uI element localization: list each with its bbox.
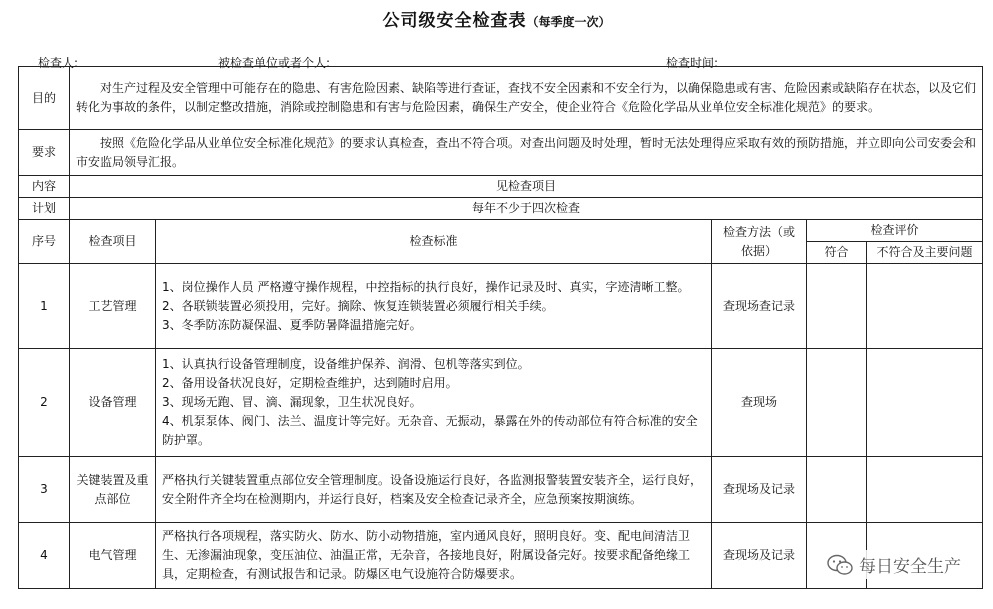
title-subtitle: （每季度一次） — [526, 15, 611, 29]
requirement-row — [19, 130, 983, 176]
row-nonconform-cell[interactable] — [867, 457, 983, 523]
row-standard — [156, 457, 712, 523]
purpose-row — [19, 67, 983, 130]
row-seq: 2 — [19, 349, 70, 457]
standard-line: 3、现场无跑、冒、滴、漏现象，卫生状况良好。 — [162, 395, 422, 409]
requirement-text: 按照《危险化学品从业单位安全标准化规范》的要求认真检查，查出不符合项。对查出问题及时处理，暂时无法处理得应采取有效的预防措施，并立即向公司安委会和市安监局领导汇报。 — [70, 130, 983, 176]
table-row — [19, 264, 983, 349]
plan-row — [19, 198, 983, 220]
row-item: 工艺管理 — [70, 264, 156, 349]
purpose-label: 目的 — [19, 67, 70, 130]
row-conform-cell[interactable] — [807, 264, 867, 349]
row-method: 查现场及记录 — [712, 523, 807, 589]
content-value: 见检查项目 — [70, 176, 983, 198]
row-conform-cell[interactable] — [807, 457, 867, 523]
header-item: 检查项目 — [70, 220, 156, 264]
content-label: 内容 — [19, 176, 70, 198]
row-standard — [156, 523, 712, 589]
row-item: 设备管理 — [70, 349, 156, 457]
standard-line: 严格执行各项规程，落实防火、防水、防小动物措施，室内通风良好，照明良好。变、配电间清洁卫生、无渗漏油现象，变压油位、油温正常，无杂音，各接地良好，附属设备完好。按要求配备绝缘工具，定期检查，有测试报告和记录。防爆区电气设施符合防爆要求。 — [162, 529, 691, 581]
row-nonconform-cell[interactable] — [867, 264, 983, 349]
row-method: 查现场 — [712, 349, 807, 457]
standard-line: 2、备用设备状况良好，定期检查维护，达到随时启用。 — [162, 376, 458, 390]
standard-line: 1、认真执行设备管理制度，设备维护保养、润滑、包机等落实到位。 — [162, 357, 530, 371]
row-nonconform-cell[interactable] — [867, 349, 983, 457]
header-conform: 符合 — [807, 242, 867, 264]
standard-line: 严格执行关键装置重点部位安全管理制度。设备设施运行良好，各监测报警装置安装齐全，运行良好，安全附件齐全均在检测期内，并运行良好，档案及安全检查记录齐全，应急预案按期演练。 — [162, 472, 703, 506]
standard-line: 3、冬季防冻防凝保温、夏季防暑降温措施完好。 — [162, 317, 422, 332]
wechat-icon — [827, 554, 853, 576]
row-item: 电气管理 — [70, 523, 156, 589]
row-seq: 4 — [19, 523, 70, 589]
row-standard — [156, 349, 712, 457]
row-method: 查现场查记录 — [712, 264, 807, 349]
header-eval: 检查评价 — [807, 220, 983, 242]
watermark-text: 每日安全生产 — [859, 557, 961, 577]
header-standard: 检查标准 — [156, 220, 712, 264]
standard-line: 4、机泵泵体、阀门、法兰、温度计等完好。无杂音、无振动，暴露在外的传动部位有符合标准的安全防护罩。 — [162, 414, 698, 447]
table-row — [19, 349, 983, 457]
row-conform-cell[interactable] — [807, 349, 867, 457]
inspect-time-label: 检查时间: — [666, 56, 719, 70]
requirement-label: 要求 — [19, 130, 70, 176]
content-row — [19, 176, 983, 198]
purpose-text: 对生产过程及安全管理中可能存在的隐患、有害危险因素、缺陷等进行查证，查找不安全因素和不安全行为，以确保隐患或有害、危险因素或缺陷存在状态，以及它们转化为事故的条件，以制定整改措施，消除或控制隐患和有害与危险因素，确保生产安全，使企业符合《危险化学品从业单位安全标准化规范》的要求。 — [70, 67, 983, 130]
standard-line: 2、各联锁装置必须投用，完好。摘除、恢复连锁装置必须履行相关手续。 — [162, 298, 554, 313]
watermark — [823, 550, 965, 579]
header-method: 检查方法（或依据） — [712, 220, 807, 264]
row-seq: 1 — [19, 264, 70, 349]
header-row — [19, 220, 983, 242]
title-main: 公司级安全检查表 — [382, 11, 527, 31]
header-seq: 序号 — [19, 220, 70, 264]
row-seq: 3 — [19, 457, 70, 523]
inspected-unit-label: 被检查单位或者个人: — [218, 56, 331, 70]
inspection-table — [18, 66, 983, 589]
plan-value: 每年不少于四次检查 — [70, 198, 983, 220]
standard-line: 1、岗位操作人员 严格遵守操作规程，中控指标的执行良好，操作记录及时、真实，字迹清晰工整。 — [162, 279, 690, 294]
document-title — [0, 6, 993, 31]
row-standard — [156, 264, 712, 349]
header-nonconform: 不符合及主要问题 — [867, 242, 983, 264]
table-row — [19, 457, 983, 523]
plan-label: 计划 — [19, 198, 70, 220]
row-item: 关键装置及重点部位 — [70, 457, 156, 523]
row-method: 查现场及记录 — [712, 457, 807, 523]
inspector-label: 检查人: — [38, 56, 79, 70]
